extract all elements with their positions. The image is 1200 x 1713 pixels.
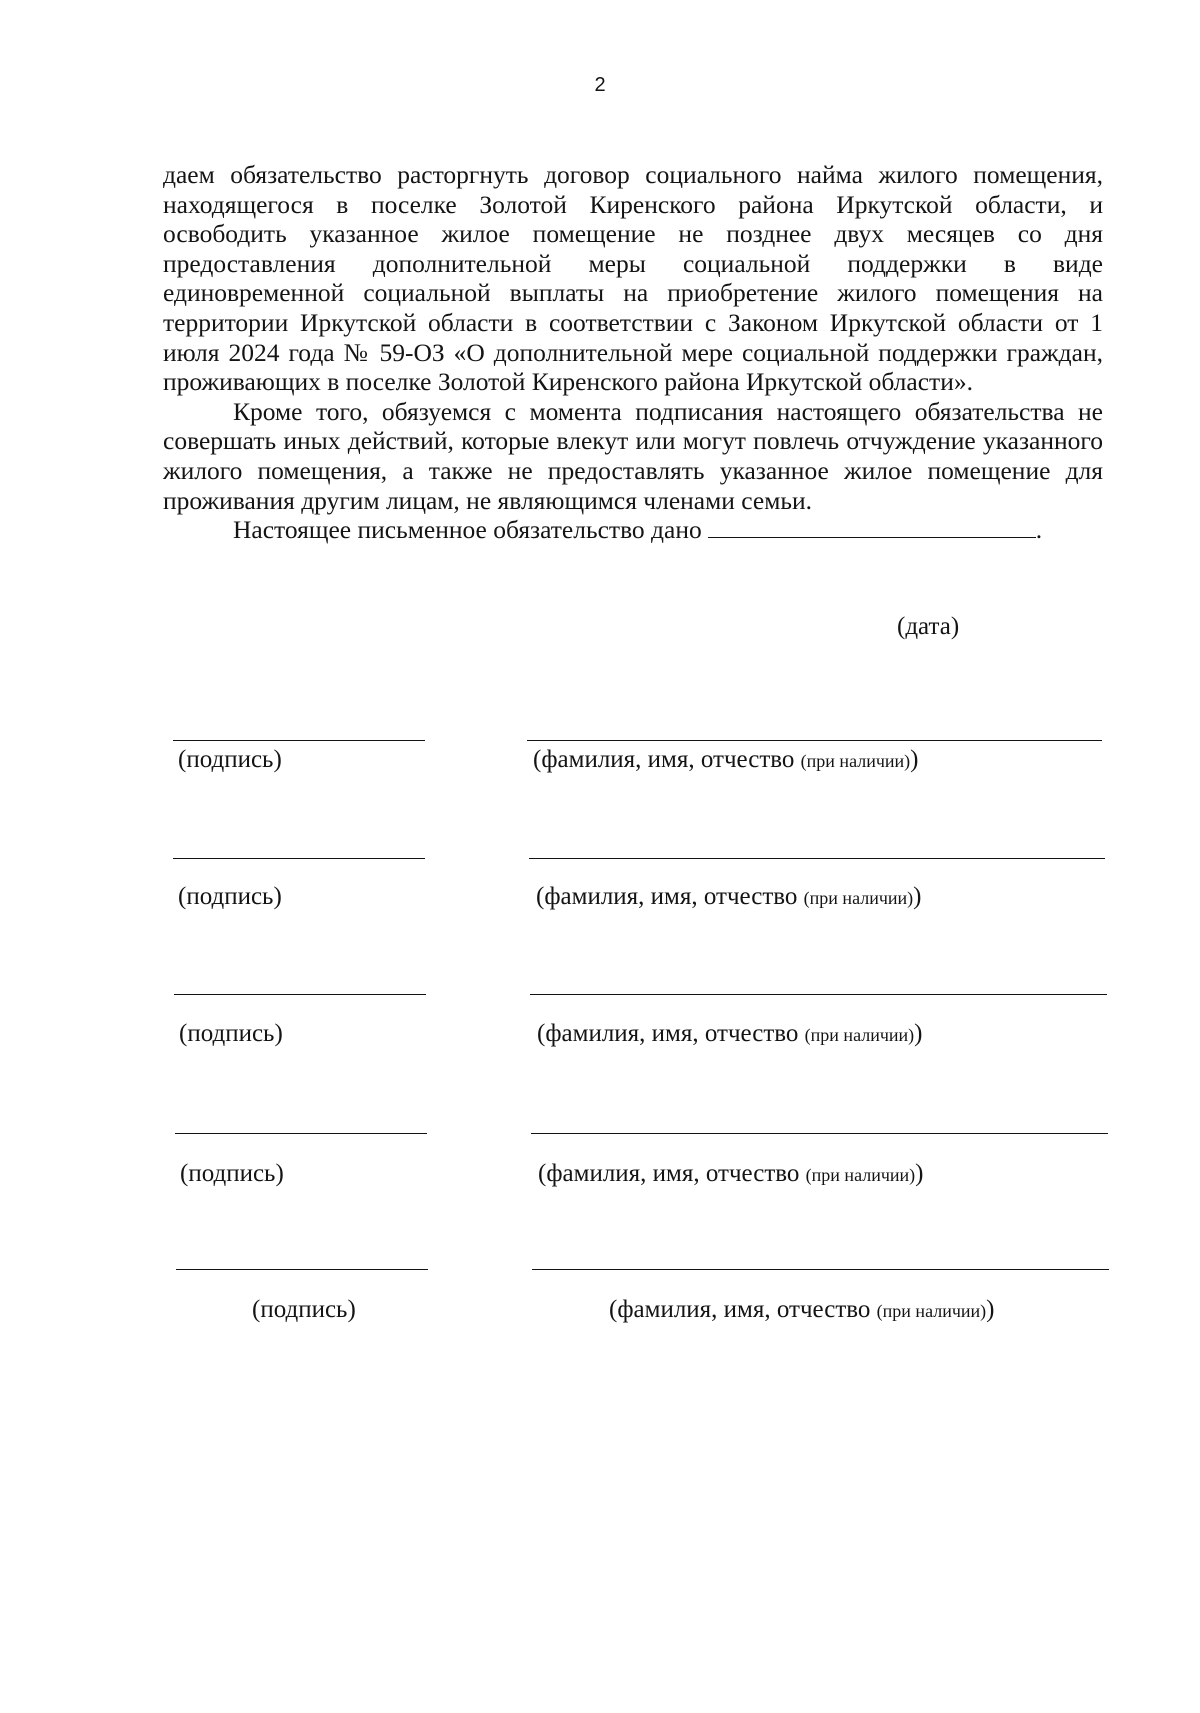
signature-label: (подпись) bbox=[179, 1020, 283, 1047]
date-blank-line bbox=[708, 515, 1036, 538]
name-label-text: (фамилия, имя, отчество bbox=[536, 883, 798, 910]
signature-line bbox=[173, 858, 425, 859]
document-body bbox=[163, 160, 1103, 545]
page-number: 2 bbox=[594, 74, 606, 96]
name-line bbox=[531, 1133, 1108, 1134]
name-label-close: ) bbox=[915, 1160, 924, 1187]
signature-line bbox=[173, 740, 425, 741]
name-label-close: ) bbox=[910, 746, 919, 773]
date-statement bbox=[163, 515, 1103, 545]
name-label-text: (фамилия, имя, отчество bbox=[537, 1020, 799, 1047]
paragraph-additional-obligation: Кроме того, обязуемся с момента подписания настоящего обязательства не совершать иных действий, которые влекут или могут повлечь отчуждение указанного жилого помещения, а также не предоставлять указанное жилое помещение для проживания другим лицам, не являющимся членами семьи. bbox=[163, 396, 1103, 515]
name-label-note: (при наличии) bbox=[876, 1301, 987, 1321]
date-statement-text: Настоящее письменное обязательство дано bbox=[233, 515, 702, 545]
name-label-close: ) bbox=[986, 1296, 995, 1323]
date-caption: (дата) bbox=[897, 613, 960, 640]
name-label bbox=[533, 746, 918, 774]
signature-label: (подпись) bbox=[178, 883, 282, 910]
name-label-note: (при наличии) bbox=[805, 1165, 916, 1185]
name-label-note: (при наличии) bbox=[804, 1025, 915, 1045]
signature-label: (подпись) bbox=[178, 746, 282, 773]
name-line bbox=[530, 994, 1107, 995]
name-label bbox=[537, 1020, 922, 1048]
name-label-note: (при наличии) bbox=[800, 751, 911, 771]
paragraph-obligation: даем обязательство расторгнуть договор социального найма жилого помещения, находящегося в поселке Золотой Киренского района Иркутской области, и освободить указанное жилое помещение не позднее двух месяцев со дня предоставления дополнительной меры социальной поддержки в виде единовременной социальной выплаты на приобретение жилого помещения на территории Иркутской области в соответствии с Законом Иркутской области от 1 июля 2024 года № 59-ОЗ «О дополнительной мере социальной поддержки граждан, проживающих в поселке Золотой Киренского района Иркутской области». bbox=[163, 160, 1103, 397]
name-line bbox=[529, 858, 1105, 859]
signature-label: (подпись) bbox=[252, 1296, 356, 1323]
name-label-note: (при наличии) bbox=[803, 888, 914, 908]
name-label bbox=[536, 883, 921, 911]
signature-label: (подпись) bbox=[180, 1160, 284, 1187]
name-line bbox=[532, 1269, 1109, 1270]
signature-line bbox=[176, 1269, 428, 1270]
name-label-text: (фамилия, имя, отчество bbox=[609, 1296, 871, 1323]
name-label bbox=[609, 1296, 994, 1324]
signature-line bbox=[175, 1133, 427, 1134]
date-statement-end: . bbox=[1035, 515, 1043, 545]
name-line bbox=[527, 740, 1102, 741]
name-label-close: ) bbox=[913, 883, 922, 910]
signature-line bbox=[174, 994, 426, 995]
name-label-close: ) bbox=[914, 1020, 923, 1047]
name-label-text: (фамилия, имя, отчество bbox=[538, 1160, 800, 1187]
name-label bbox=[538, 1160, 923, 1188]
name-label-text: (фамилия, имя, отчество bbox=[533, 746, 795, 773]
